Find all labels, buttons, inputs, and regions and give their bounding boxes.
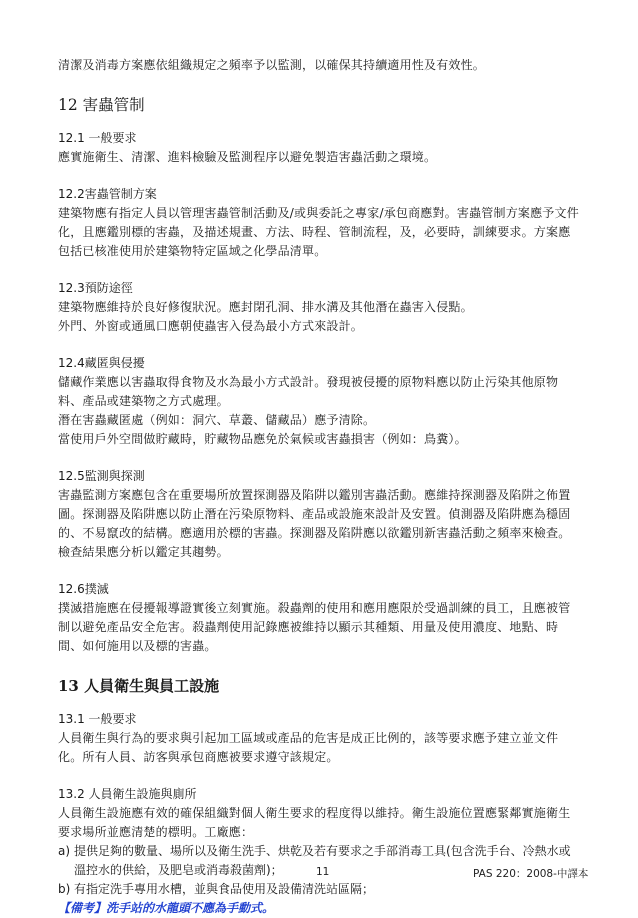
sub-13-1-heading: 13.1 一般要求 <box>58 712 137 726</box>
sub-13-2-text: 人員衛生設施應有效的確保組織對個人衛生要求的程度得以維持。衛生設施位置應緊鄰實施衛生要求場所並應清楚的標明。工廠應： <box>58 806 571 839</box>
sub-12-1-heading: 12.1 一般要求 <box>58 131 137 145</box>
standard-label: PAS 220：2008-中譯本 <box>473 868 589 880</box>
sub-12-5-heading: 12.5監測與探測 <box>58 469 145 483</box>
sub-13-2-heading: 13.2 人員衛生設施與廁所 <box>58 787 197 801</box>
sub-12-4-text-2: 潛在害蟲藏匿處（例如：洞穴、草叢、儲藏品）應予清除。 <box>58 413 376 427</box>
sub-12-6-text: 撲滅措施應在侵擾報導證實後立刻實施。殺蟲劑的使用和應用應限於受過訓練的員工，且應被管制以避免產品安全危害。殺蟲劑使用記錄應被維持以顯示其種類、用量及使用濃度、地點、時間、如何施用以及標的害蟲。 <box>58 601 571 653</box>
list-text: 提供足夠的數量、場所以及衛生洗手、烘乾及若有要求之手部消毒工具(包含洗手台、冷熱水或溫控水的供給，及肥皂或消毒殺菌劑)； <box>74 844 571 877</box>
sub-12-1-text: 應實施衛生、清潔、進料檢驗及監測程序以避免製造害蟲活動之環境。 <box>58 150 437 164</box>
sub-12-2-heading: 12.2害蟲管制方案 <box>58 187 157 201</box>
list-item <box>58 880 580 899</box>
sub-12-3-heading: 12.3預防途徑 <box>58 281 133 295</box>
sub-12-5-text: 害蟲監測方案應包含在重要場所放置探測器及陷阱以鑑別害蟲活動。應維持探測器及陷阱之佈置圖。探測器及陷阱應以防止潛在污染原物料、產品或設施來設計及安置。偵測器及陷阱應為穩固的、不易竄改的結構。應適用於標的害蟲。探測器及陷阱應以欲鑑別新害蟲活動之頻率來檢查。檢查結果應分析以鑑定其趨勢。 <box>58 488 571 559</box>
section-12-title: 12 害蟲管制 <box>58 96 145 114</box>
intro-paragraph: 清潔及消毒方案應依組織規定之頻率予以監測，以確保其持續適用性及有效性。 <box>58 58 486 72</box>
list-marker: b) <box>58 882 71 896</box>
remark-note: 【備考】洗手站的水龍頭不應為手動式。 <box>58 901 275 915</box>
sub-12-2-text: 建築物應有指定人員以管理害蟲管制活動及/或與委託之專家/承包商應對。害蟲管制方案應予文件化，且應鑑別標的害蟲，及描述規畫、方法、時程、管制流程，及，必要時，訓練要求。方案應包括已核准使用於建築物特定區域之化學品清單。 <box>58 206 579 258</box>
list-text: 有指定洗手專用水槽，並與食品使用及設備清洗站區隔； <box>74 882 375 896</box>
page-number: 11 <box>316 866 330 878</box>
sub-12-4-heading: 12.4藏匿與侵擾 <box>58 356 145 370</box>
document-body <box>58 56 580 918</box>
list-marker: a) <box>58 844 71 858</box>
sub-12-4-text-3: 當使用戶外空間做貯藏時，貯藏物品應免於氣候或害蟲損害（例如：鳥糞）。 <box>58 432 467 446</box>
sub-12-6-heading: 12.6撲滅 <box>58 582 109 596</box>
sub-12-3-text-1: 建築物應維持於良好修復狀況。應封閉孔洞、排水溝及其他潛在蟲害入侵點。 <box>58 300 473 314</box>
sub-13-1-text: 人員衛生與行為的要求與引起加工區域或產品的危害是成正比例的，該等要求應予建立並文件化。所有人員、訪客與承包商應被要求遵守該規定。 <box>58 731 559 764</box>
sub-12-4-text-1: 儲藏作業應以害蟲取得食物及水為最小方式設計。發現被侵擾的原物料應以防止污染其他原物料、產品或建築物之方式處理。 <box>58 375 559 408</box>
sub-12-3-text-2: 外門、外窗或通風口應朝使蟲害入侵為最小方式來設計。 <box>58 319 364 333</box>
section-13-title: 13 人員衛生與員工設施 <box>58 677 220 695</box>
